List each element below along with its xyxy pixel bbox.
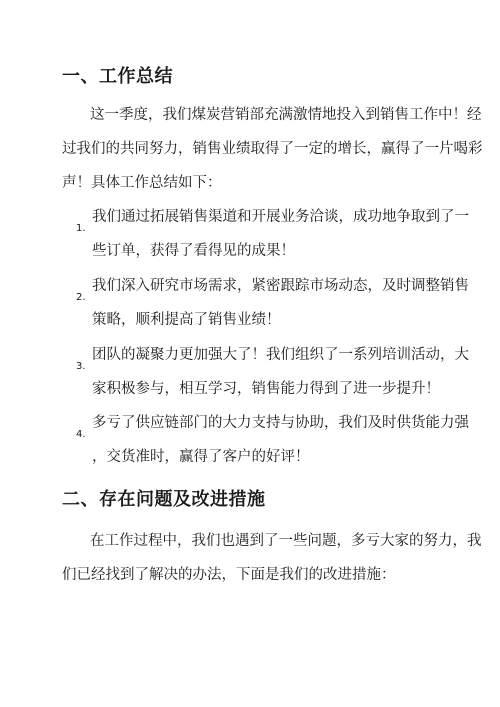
intro-paragraph bbox=[62, 98, 483, 200]
list-item-number: 4. bbox=[76, 429, 86, 440]
section-heading-problems-improvements: 二、存在问题及改进措施 bbox=[62, 489, 266, 510]
list-item-text: 多亏了供应链部门的大力支持与协助，我们及时供货能力强 bbox=[92, 415, 469, 431]
section2-line: 们已经找到了解决的办法，下面是我们的改进措施： bbox=[62, 567, 396, 583]
intro-line: 过我们的共同努力，销售业绩取得了一定的增长，赢得了一片喝彩 bbox=[62, 141, 483, 157]
list-item-number: 1. bbox=[76, 223, 86, 234]
list-item-text: 团队的凝聚力更加强大了！我们组织了一系列培训活动，大 bbox=[92, 347, 469, 363]
section2-line: 在工作过程中，我们也遇到了一些问题，多亏大家的努力，我 bbox=[90, 533, 482, 549]
list-item bbox=[76, 338, 469, 406]
section2-paragraph bbox=[62, 524, 482, 592]
list-item-text: ，交货准时，赢得了客户的好评！ bbox=[92, 449, 310, 465]
section-heading-work-summary: 一、工作总结 bbox=[62, 66, 173, 87]
list-item-number: 3. bbox=[76, 361, 86, 372]
list-item bbox=[76, 200, 469, 268]
list-item-number: 2. bbox=[76, 292, 86, 303]
list-item-text: 些订单，获得了看得见的成果！ bbox=[92, 243, 295, 259]
list-item-text: 家积极参与，相互学习，销售能力得到了进一步提升！ bbox=[92, 381, 440, 397]
list-item bbox=[76, 269, 469, 337]
list-item-text: 我们通过拓展销售渠道和开展业务洽谈，成功地争取到了一 bbox=[92, 209, 469, 225]
intro-line: 这一季度，我们煤炭营销部充满激情地投入到销售工作中！经 bbox=[90, 107, 482, 123]
list-item-text: 策略，顺利提高了销售业绩！ bbox=[92, 312, 281, 328]
intro-line: 声！具体工作总结如下： bbox=[62, 175, 222, 191]
list-item-text: 我们深入研究市场需求，紧密跟踪市场动态，及时调整销售 bbox=[92, 278, 469, 294]
list-item bbox=[76, 406, 469, 474]
